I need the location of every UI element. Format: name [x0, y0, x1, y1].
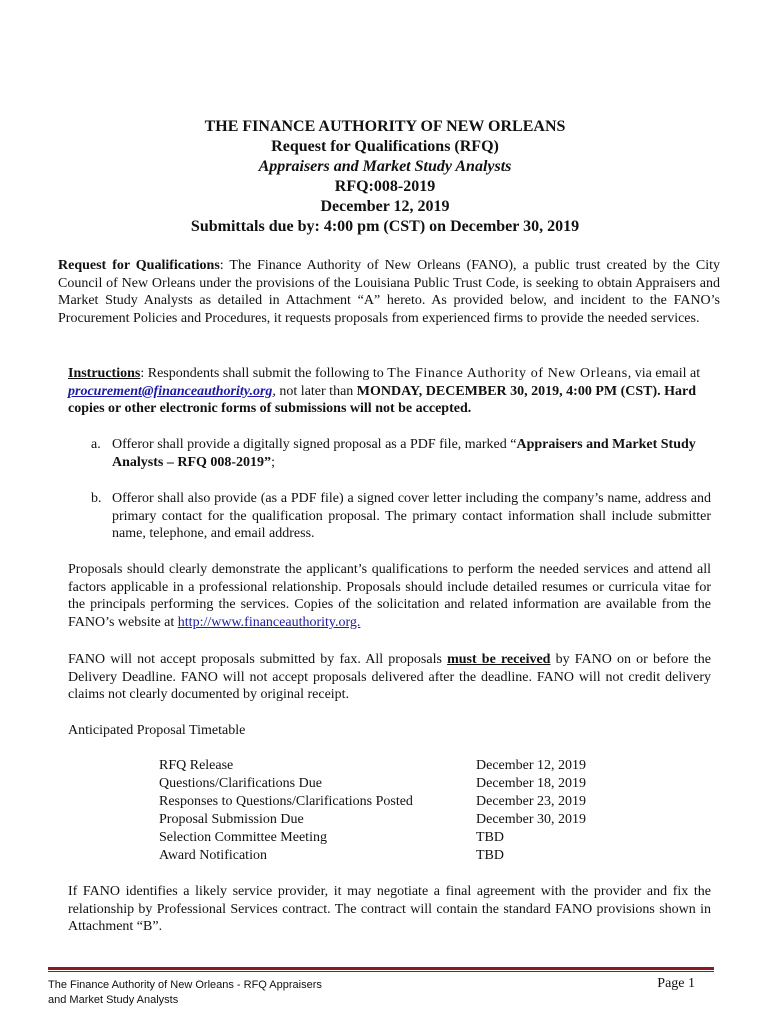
- footer-line-1: The Finance Authority of New Orleans - RFQ Appraisers: [48, 979, 322, 991]
- closing-paragraph: If FANO identifies a likely service provider, it may negotiate a final agreement with the provider and fix the relationship by Professional Services contract. The contract will contain the standard FANO provisions shown in Attachment “B”.: [68, 884, 711, 935]
- list-item: [91, 490, 711, 543]
- timetable-date: December 18, 2019: [476, 776, 587, 791]
- timetable-heading: Anticipated Proposal Timetable: [68, 723, 246, 738]
- list-item-a-text: Offeror shall provide a digitally signed proposal as a PDF file, marked “: [112, 437, 517, 452]
- timetable-date: December 23, 2019: [476, 794, 587, 809]
- timetable-date: December 12, 2019: [476, 758, 587, 773]
- timetable-row: [159, 830, 619, 848]
- timetable-event: Responses to Questions/Clarifications Posted: [159, 794, 413, 809]
- instructions-org: The Finance Authority of New Orleans: [387, 366, 628, 381]
- footer-text: [48, 978, 368, 1008]
- timetable-event: RFQ Release: [159, 758, 234, 773]
- footer-rule-thin: [48, 971, 714, 972]
- submittal-deadline: Submittals due by: 4:00 pm (CST) on December 30, 2019: [190, 218, 580, 235]
- org-title: THE FINANCE AUTHORITY OF NEW ORLEANS: [204, 118, 566, 135]
- list-item-b-text: Offeror shall also provide (as a PDF file) a signed cover letter including the company’s name, address and primary contact for the qualification proposal. The primary contact information shall include submitter name, telephone, and email address.: [112, 491, 711, 542]
- timetable-event: Selection Committee Meeting: [159, 830, 327, 845]
- intro-label: Request for Qualifications: [58, 258, 220, 273]
- proposals-text: Proposals should clearly demonstrate the applicant’s qualifications to perform the needed services and attend all factors applicable in a professional relationship. Proposals should include detailed resumes or curricula vitae for the principals performing the services. Copies of the solicitation and related information are available from the FANO’s website at: [68, 562, 711, 630]
- list-marker: a.: [91, 437, 101, 452]
- fax-text-1: FANO will not accept proposals submitted by fax. All proposals: [68, 652, 448, 667]
- list-item: [91, 436, 711, 471]
- timetable-event: Proposal Submission Due: [159, 812, 304, 827]
- footer-line-2: and Market Study Analysts: [48, 994, 179, 1006]
- list-item-a-end: ;: [271, 454, 275, 470]
- instructions-text-3: , not later than: [272, 383, 357, 399]
- footer-rule: [48, 967, 714, 970]
- page-number: Page 1: [657, 976, 695, 991]
- issue-date: December 12, 2019: [320, 198, 450, 215]
- timetable-row: [159, 848, 619, 866]
- instructions-deadline: MONDAY, DECEMBER 30, 2019, 4:00 PM (CST).: [356, 383, 661, 399]
- instructions-note: Hard copies or other electronic forms of submissions will not be accepted.: [68, 383, 697, 417]
- list-item-a-bold: Appraisers and Market Study Analysts – RFQ 008-2019”: [112, 437, 696, 470]
- timetable-row: [159, 776, 619, 794]
- timetable-row: [159, 794, 619, 812]
- doc-type-title: Request for Qualifications (RFQ): [271, 138, 499, 155]
- list-marker: b.: [91, 491, 102, 506]
- proposals-paragraph: [68, 561, 711, 631]
- timetable-row: [159, 812, 619, 830]
- intro-text: : The Finance Authority of New Orleans (FANO), a public trust created by the City Council of New Orleans under the provisions of the Louisiana Public Trust Code, is seeking to obtain Appraisers and Market Study Analysts as detailed in Attachment “A” hereto. As provided below, and incident to the FANO’s Procurement Policies and Procedures, it requests proposals from experienced firms to provide the needed services.: [58, 258, 720, 326]
- list-item-text: [112, 436, 711, 471]
- fax-emphasis: must be received: [447, 652, 551, 667]
- instructions-paragraph: [68, 365, 718, 418]
- fax-text-2: by FANO on or before the Delivery Deadline. FANO will not accept proposals delivered after the deadline. FANO will not credit delivery claims not clearly documented by original receipt.: [68, 652, 711, 703]
- instructions-text-1: : Respondents shall submit the following to: [140, 366, 388, 381]
- doc-subject-title: Appraisers and Market Study Analysts: [258, 158, 512, 175]
- website-link[interactable]: http://www.financeauthority.org.: [177, 614, 361, 630]
- timetable-date: TBD: [476, 830, 504, 845]
- procurement-email-link[interactable]: procurement@financeauthority.org: [68, 383, 273, 399]
- timetable-row: [159, 758, 619, 776]
- rfq-number: RFQ:008-2019: [334, 178, 436, 195]
- timetable-date: December 30, 2019: [476, 812, 587, 827]
- timetable-event: Award Notification: [159, 848, 267, 863]
- instructions-text-2: , via email at: [627, 366, 701, 381]
- fax-paragraph: [68, 651, 711, 704]
- timetable-date: TBD: [476, 848, 504, 863]
- intro-paragraph: [58, 257, 720, 327]
- instructions-label: Instructions: [68, 366, 141, 381]
- timetable-event: Questions/Clarifications Due: [159, 776, 322, 791]
